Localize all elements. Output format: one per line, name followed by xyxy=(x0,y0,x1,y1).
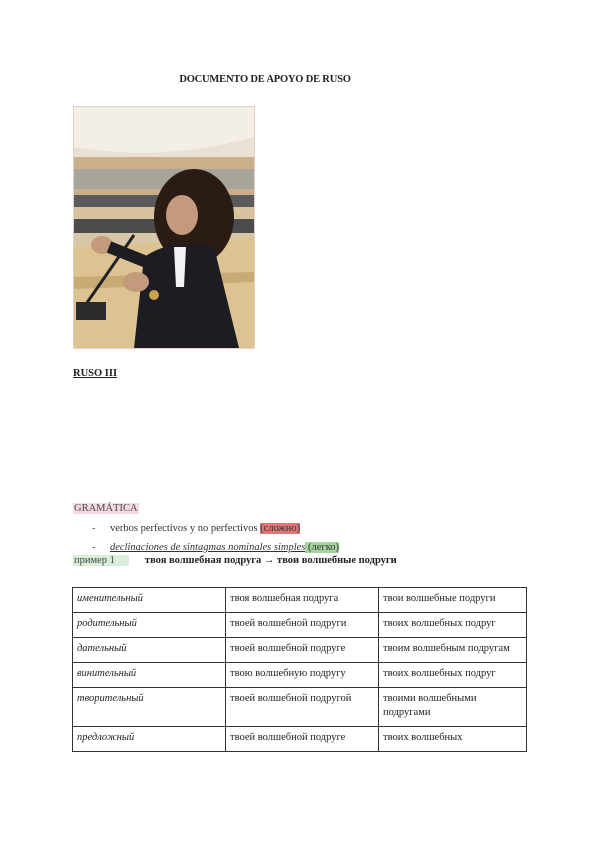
case-name-cell: родительный xyxy=(73,613,226,638)
bullet-text-main: declinaciones de sintagmas nominales simples xyxy=(110,542,306,553)
table-row xyxy=(73,613,527,638)
plural-cell: твоих волшебных подруг xyxy=(379,663,527,688)
bullet-text-main: verbos perfectivos y no perfectivos xyxy=(110,523,261,534)
singular-cell: твоей волшебной подруге xyxy=(226,727,379,752)
singular-cell: твоей волшебной подругой xyxy=(226,688,379,727)
plural-cell: твоими волшебными подругами xyxy=(379,688,527,727)
case-name-cell: предложный xyxy=(73,727,226,752)
course-subtitle: RUSO III xyxy=(73,368,118,379)
bullet-dash: - xyxy=(92,542,96,553)
list-item xyxy=(92,519,339,538)
table-row xyxy=(73,638,527,663)
singular-cell: твоей волшебной подруге xyxy=(226,638,379,663)
grammar-bullet-list xyxy=(92,519,339,557)
case-name-cell: творительный xyxy=(73,688,226,727)
example-line xyxy=(73,555,397,566)
singular-cell: твою волшебную подругу xyxy=(226,663,379,688)
plural-cell: твоих волшебных xyxy=(379,727,527,752)
declension-table xyxy=(72,587,527,752)
singular-cell: твоя волшебная подруга xyxy=(226,588,379,613)
plural-cell: твои волшебные подруги xyxy=(379,588,527,613)
singular-cell: твоей волшебной подруги xyxy=(226,613,379,638)
case-name-cell: винительный xyxy=(73,663,226,688)
case-name-cell: дательный xyxy=(73,638,226,663)
example-text: твоя волшебная подруга → твои волшебные подруги xyxy=(144,555,397,566)
example-label: пример 1 xyxy=(73,555,129,566)
table-row xyxy=(73,727,527,752)
table-row xyxy=(73,663,527,688)
bullet-text xyxy=(110,519,300,538)
difficulty-tag-hard: (сложно) xyxy=(260,523,301,534)
plural-cell: твоих волшебных подруг xyxy=(379,613,527,638)
difficulty-tag-easy: (легко) xyxy=(305,542,340,553)
section-heading-grammar: GRAMÁTICA xyxy=(74,503,138,514)
table-row xyxy=(73,688,527,727)
document-title: DOCUMENTO DE APOYO DE RUSO xyxy=(179,74,351,85)
table-row xyxy=(73,588,527,613)
plural-cell: твоим волшебным подругам xyxy=(379,638,527,663)
case-name-cell: именительный xyxy=(73,588,226,613)
bullet-dash: - xyxy=(92,523,96,534)
conference-photo xyxy=(73,106,255,349)
